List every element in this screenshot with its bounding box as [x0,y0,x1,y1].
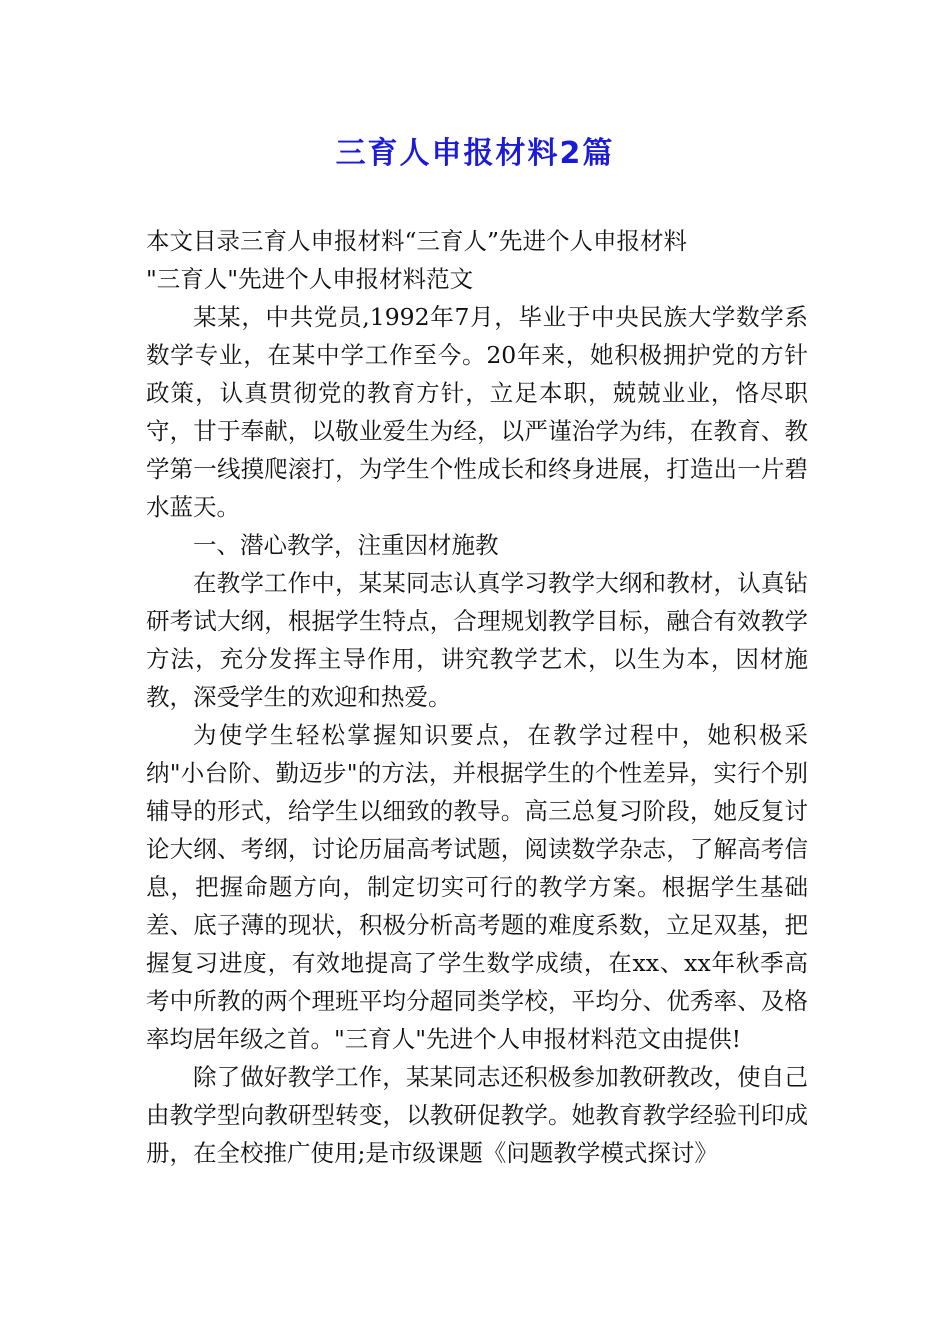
toc-line: 本文目录三育人申报材料“三育人”先进个人申报材料 [146,227,688,255]
section-heading: 一、潜心教学，注重因材施教 [193,531,499,559]
document-title: 三育人申报材料2篇 [335,136,615,171]
paragraph-methods: 为使学生轻松掌握知识要点，在教学过程中，她积极采纳"小台阶、勤迈步"的方法，并根据学生的个性差异，实行个别辅导的形式，给学生以细致的教导。高三总复习阶段，她反复讨论大纲、考纲，讨论历届高考试题，阅读数学杂志，了解高考信息，把握命题方向，制定切实可行的教学方案。根据学生基础差、底子薄的现状，积极分析高考题的难度系数，立足双基，把握复习进度，有效地提高了学生数学成绩，在xx、xx年秋季高考中所教的两个理班平均分超同类学校，平均分、优秀率、及格率均居年级之首。"三育人"先进个人申报材料范文由提供! [146,721,808,1053]
subtitle: "三育人"先进个人申报材料范文 [146,265,474,293]
paragraph-research: 除了做好教学工作，某某同志还积极参加教研教改，使自己由教学型向教研型转变，以教研促教学。她教育教学经验刊印成册，在全校推广使用;是市级课题《问题教学模式探讨》 [146,1063,808,1167]
paragraph-teaching: 在教学工作中，某某同志认真学习教学大纲和教材，认真钻研考试大纲，根据学生特点，合理规划教学目标，融合有效教学方法，充分发挥主导作用，讲究教学艺术，以生为本，因材施教，深受学生的欢迎和热爱。 [146,569,808,711]
document-body [146,222,808,1172]
paragraph-intro: 某某，中共党员,1992年7月，毕业于中央民族大学数学系数学专业，在某中学工作至今。20年来，她积极拥护党的方针政策，认真贯彻党的教育方针，立足本职，兢兢业业，恪尽职守，甘于奉献，以敬业爱生为经，以严谨治学为纬，在教育、教学第一线摸爬滚打，为学生个性成长和终身进展，打造出一片碧水蓝天。 [146,303,808,521]
